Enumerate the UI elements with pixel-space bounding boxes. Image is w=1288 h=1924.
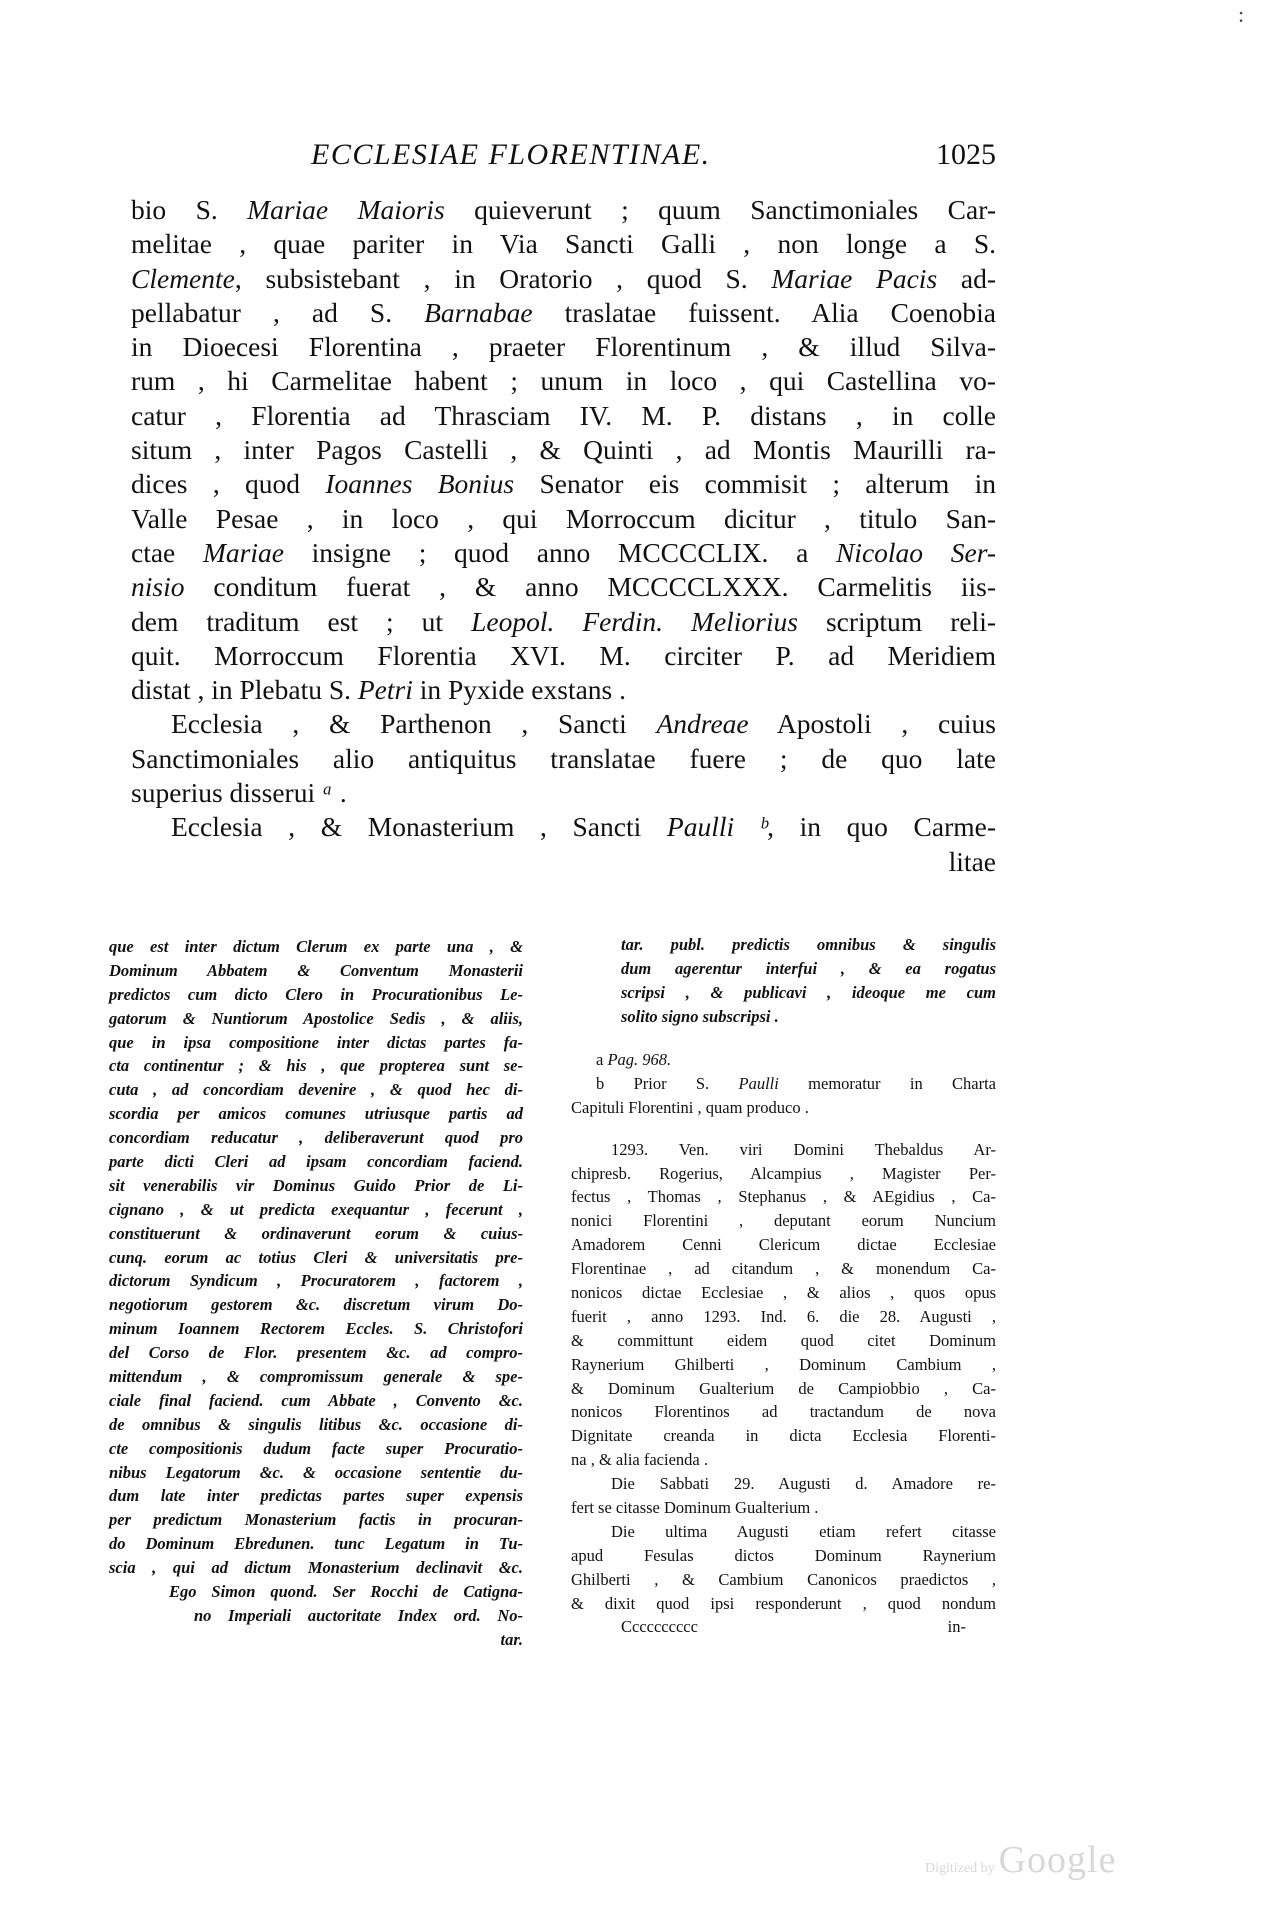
footnote-line: scordia per amicos comunes utriusque partis ad: [109, 1104, 523, 1124]
document-line: 1293. Ven. viri Domini Thebaldus Ar-: [611, 1139, 996, 1159]
italic-text: nisio: [131, 571, 185, 603]
footnote-line: negotiorum gestorem &c. discretum virum Do-: [109, 1295, 523, 1315]
document-line: Florentinae , ad citandum , & monendum Ca-: [571, 1259, 996, 1279]
italic-text: Mariae Pacis: [771, 262, 938, 294]
italic-text: Mariae Maioris: [247, 194, 445, 225]
italic-text: Clemente: [131, 262, 235, 294]
text-segment: litae: [948, 845, 996, 877]
document-line: fert se citasse Dominum Gualterium .: [571, 1498, 819, 1518]
footnotes: [571, 1048, 996, 1120]
catch-hyphen: in-: [947, 1617, 966, 1637]
text-segment: catur , Florentia ad Thrasciam IV. M. P. distans , in colle: [131, 399, 996, 431]
italic-text: Nicolao Ser-: [835, 536, 996, 568]
footnote-note: [571, 1096, 996, 1120]
italic-text: Andreae: [656, 708, 749, 740]
text-segment: traslatae fuissent. Alia Coenobia: [532, 296, 996, 328]
document-line: fuerit , anno 1293. Ind. 6. die 28. Augusti ,: [571, 1306, 996, 1326]
footnote-line: Dominum Abbatem & Conventum Monasterii: [109, 960, 523, 980]
notary-signature: [571, 933, 996, 1029]
text-segment: in Dioecesi Florentina , praeter Florentinum , & illud Silva-: [131, 331, 996, 363]
footnote-line: Ego Simon quond. Ser Rocchi de Catigna-: [169, 1582, 523, 1602]
document-line: Raynerium Ghilberti , Dominum Cambium ,: [571, 1354, 996, 1374]
footnote-line: cte compositionis dudum facte super Procuratio-: [109, 1438, 523, 1458]
text-line: [131, 742, 996, 776]
text-line: [131, 399, 996, 433]
text-segment: dem traditum est ; ut: [131, 605, 472, 637]
footnote-line: parte dicti Cleri ad ipsam concordiam faciend.: [109, 1152, 523, 1172]
text-segment: memoratur in Charta: [778, 1073, 996, 1093]
italic-text: Mariae: [202, 536, 284, 568]
footnote-column-left: [109, 935, 523, 1652]
text-segment: distat , in Plebatu S.: [131, 674, 358, 706]
footnote-line: que est inter dictum Clerum ex parte una , &: [109, 937, 523, 956]
text-line: [131, 296, 996, 330]
signature-line: dum agerentur interfui , & ea rogatus: [621, 959, 996, 978]
document-line: nonicos Florentinos ad tractandum de nova: [571, 1402, 996, 1422]
document-line: Die ultima Augusti etiam refert citasse: [611, 1521, 996, 1541]
text-segment: conditum fuerat , & anno MCCCCLXXX. Carmelitis iis-: [184, 571, 996, 603]
document-transcription: [571, 1138, 996, 1616]
page-header: [131, 138, 996, 178]
document-line: Amadorem Cenni Clericum dictae Ecclesiae: [571, 1235, 996, 1255]
footnote-line: sit venerabilis vir Dominus Guido Prior de Li-: [109, 1175, 523, 1195]
document-line: & dixit quod ipsi responderunt , quod nondum: [571, 1593, 996, 1613]
italic-text: Leopol. Ferdin. Meliorius: [471, 605, 798, 637]
text-line: [131, 776, 996, 810]
footnote-line: gatorum & Nuntiorum Apostolice Sedis , & aliis,: [109, 1008, 523, 1028]
page-number: 1025: [936, 138, 996, 171]
text-line: [131, 433, 996, 467]
running-title: ECCLESIAE FLORENTINAE.: [311, 138, 711, 171]
text-segment: Sanctimoniales alio antiquitus translatae fuere ; de quo late: [131, 742, 996, 774]
italic-text: Pag. 968.: [607, 1050, 672, 1069]
text-segment: , in quo Carme-: [767, 811, 996, 843]
watermark-brand: Google: [998, 1839, 1117, 1881]
italic-text: Ioannes Bonius: [325, 468, 515, 500]
text-line: [131, 810, 996, 844]
footnote-line: cuta , ad concordiam devenire , & quod hec di-: [109, 1080, 523, 1100]
text-segment: Valle Pesae , in loco , qui Morroccum dicitur , titulo San-: [131, 502, 996, 534]
footnote-line: no Imperiali auctoritate Index ord. No-: [194, 1605, 523, 1625]
text-segment: ad-: [937, 262, 996, 294]
text-line: [131, 467, 996, 501]
text-segment: , subsistebant , in Oratorio , quod S.: [234, 262, 772, 294]
document-line: Die Sabbati 29. Augusti d. Amadore re-: [611, 1474, 996, 1494]
footnote-line: mittendum , & compromissum generale & spe-: [109, 1367, 523, 1387]
footnote-line: per predictum Monasterium factis in procuran-: [109, 1510, 523, 1530]
text-line: [131, 673, 996, 707]
footnote-line: scia , qui ad dictum Monasterium declinavit &c.: [109, 1558, 523, 1578]
text-segment: in Pyxide exstans .: [412, 674, 626, 706]
italic-text: ᵃ: [321, 777, 333, 809]
text-segment: .: [332, 777, 347, 809]
text-segment: pellabatur , ad S.: [131, 296, 425, 328]
google-watermark: [925, 1838, 1116, 1882]
document-line: & committunt eidem quod citet Dominum: [571, 1330, 996, 1350]
document-line: & Dominum Gualterium de Campiobbio , Ca-: [571, 1378, 996, 1398]
text-line: [131, 707, 996, 741]
text-line: [131, 262, 996, 296]
document-line: nonicos dictae Ecclesiae , & alios , quos opus: [571, 1283, 996, 1303]
footnote-line: que in ipsa compositione inter dictas partes fa-: [109, 1032, 523, 1052]
text-segment: quit. Morroccum Florentia XVI. M. circiter P. ad Meridiem: [131, 639, 996, 671]
italic-text: Paulli ᵇ: [666, 811, 768, 843]
text-segment: insigne ; quod anno MCCCCLIX. a: [283, 536, 836, 568]
footnote-line: nibus Legatorum &c. & occasione sententie du-: [109, 1462, 523, 1482]
main-text: [131, 193, 996, 879]
text-segment: a: [596, 1050, 608, 1069]
text-line: [131, 605, 996, 639]
scan-corner-marks: :: [1238, 2, 1245, 27]
footnote-note: [571, 1072, 996, 1096]
watermark-prefix: Digitized by: [925, 1861, 995, 1876]
text-segment: quieverunt ; quum Sanctimoniales Car-: [444, 194, 997, 225]
footnote-line: predictos cum dicto Clero in Procurationibus Le-: [109, 984, 523, 1004]
footnote-line: constituerunt & ordinaverunt eorum & cuius-: [109, 1223, 523, 1243]
text-segment: rum , hi Carmelitae habent ; unum in loco , qui Castellina vo-: [131, 365, 996, 397]
document-line: fectus , Thomas , Stephanus , & AEgidius , Ca-: [571, 1187, 996, 1207]
text-line: [131, 364, 996, 398]
italic-text: Paulli: [738, 1073, 779, 1093]
text-segment: ctae: [131, 536, 203, 568]
text-segment: b Prior S.: [596, 1073, 739, 1093]
footnote-line: del Corso de Flor. presentem &c. ad compro-: [109, 1343, 523, 1363]
footnote-line: de omnibus & singulis litibus &c. occasione di-: [109, 1414, 523, 1434]
text-segment: bio S.: [131, 194, 248, 225]
text-line: [131, 639, 996, 673]
footnote-note: [571, 1048, 996, 1072]
footnote-line: minum Ioannem Rectorem Eccles. S. Christofori: [109, 1319, 523, 1339]
text-line: [131, 570, 996, 604]
footnote-line: dictorum Syndicum , Procuratorem , factorem ,: [109, 1271, 523, 1291]
text-line: [131, 536, 996, 570]
text-line: [131, 193, 996, 227]
text-segment: melitae , quae pariter in Via Sancti Galli , non longe a S.: [131, 228, 996, 260]
footnote-line: dum late inter predictas partes super expensis: [109, 1486, 523, 1506]
footnote-line: do Dominum Ebredunen. tunc Legatum in Tu-: [109, 1534, 523, 1554]
footnote-line: ciale final faciend. cum Abbate , Convento &c.: [109, 1390, 523, 1410]
document-line: nonici Florentini , deputant eorum Nuncium: [571, 1211, 996, 1231]
text-segment: superius disserui: [131, 777, 322, 809]
signature-line: solito signo subscripsi .: [621, 1007, 779, 1026]
text-line: [131, 845, 996, 879]
document-line: Ghilberti , & Cambium Canonicos praedictos ,: [571, 1569, 996, 1589]
document-line: Dignitate creanda in dicta Ecclesia Florenti-: [571, 1426, 996, 1446]
footnote-line: cignano , & ut predicta exequantur , fecerunt ,: [109, 1199, 523, 1219]
catchword-line: [571, 1615, 996, 1639]
text-line: [131, 330, 996, 364]
signature-line: scripsi , & publicavi , ideoque me cum: [621, 983, 996, 1002]
text-segment: Senator eis commisit ; alterum in: [514, 468, 996, 500]
document-line: chipresb. Rogerius, Alcampius , Magister Per-: [571, 1163, 996, 1183]
text-segment: Ecclesia , & Monasterium , Sancti: [171, 811, 667, 843]
text-segment: scriptum reli-: [797, 605, 996, 637]
text-segment: dices , quod: [131, 468, 326, 500]
text-segment: Apostoli , cuius: [748, 708, 996, 740]
italic-text: Petri: [357, 674, 413, 706]
text-segment: Ecclesia , & Parthenon , Sancti: [171, 708, 657, 740]
catchword: Cccccccccc: [621, 1617, 698, 1637]
text-line: [131, 502, 996, 536]
text-segment: Capituli Florentini , quam produco .: [571, 1097, 809, 1117]
footnote-line: cta continentur ; & his , que propterea sunt se-: [109, 1056, 523, 1076]
text-line: [131, 227, 996, 261]
footnote-line: tar.: [500, 1629, 523, 1649]
footnote-line: concordiam reducatur , deliberaverunt quod pro: [109, 1128, 523, 1148]
footnote-line: cunq. eorum ac totius Cleri & universitatis pre-: [109, 1247, 523, 1267]
text-segment: situm , inter Pagos Castelli , & Quinti , ad Montis Maurilli ra-: [131, 434, 996, 466]
document-line: na , & alia facienda .: [571, 1450, 708, 1470]
footnote-column-right: [571, 933, 996, 1639]
document-line: apud Fesulas dictos Dominum Raynerium: [571, 1545, 996, 1565]
italic-text: Barnabae: [424, 296, 533, 328]
signature-line: tar. publ. predictis omnibus & singulis: [621, 935, 996, 954]
